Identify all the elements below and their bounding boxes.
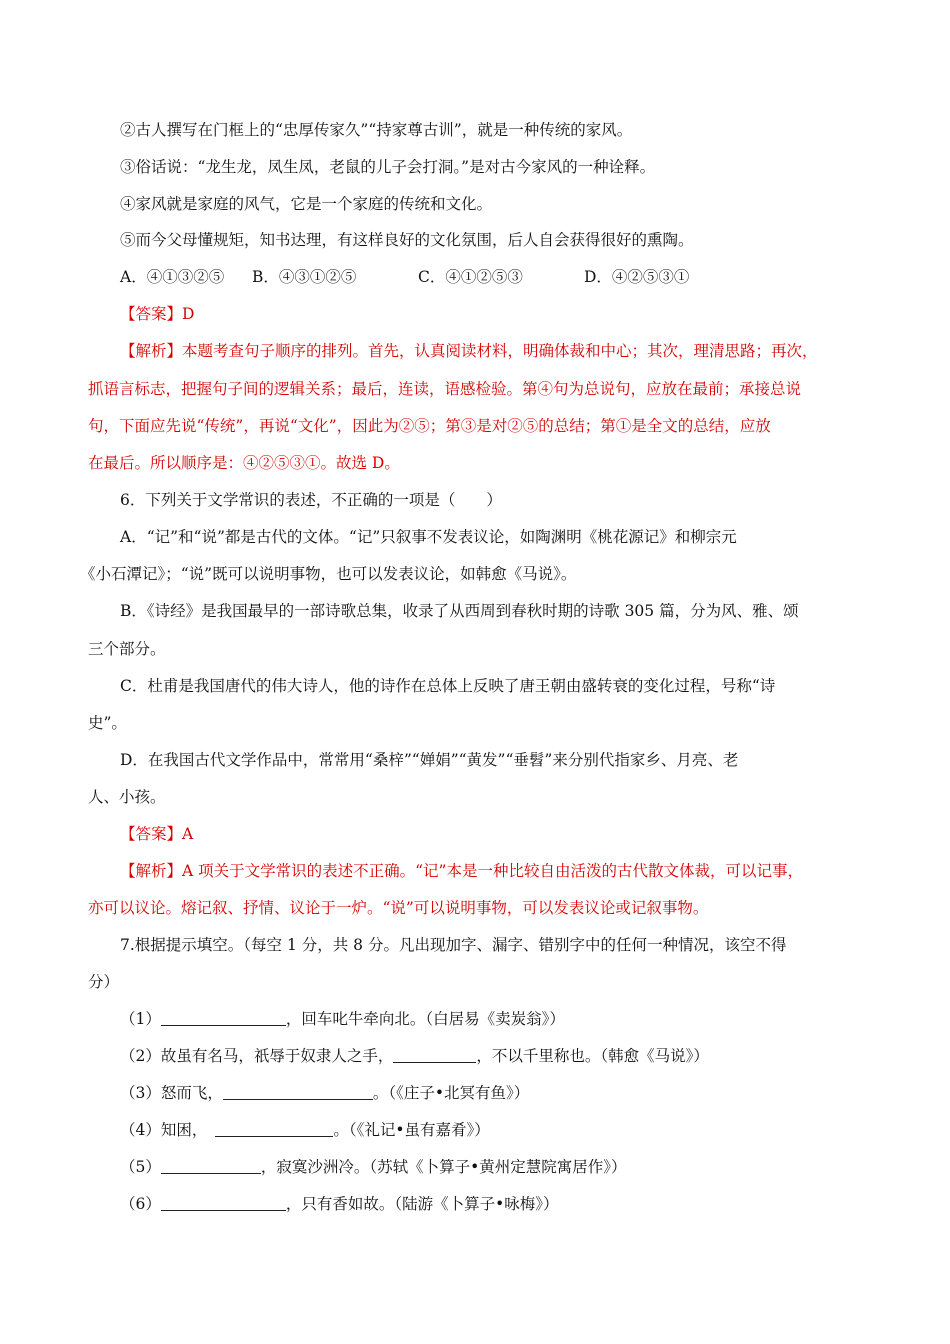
q7-stem-line-1: 7.根据提示填空。（每空 1 分，共 8 分。凡出现加字、漏字、错别字中的任何一种情况，该空不得 [120, 936, 787, 954]
q7-item-2 [120, 1047, 709, 1066]
q5-sentence-2: ②古人撰写在门框上的“忠厚传家久”“持家尊古训”，就是一种传统的家风。 [120, 121, 633, 139]
q6-option-d-line-2: 人、小孩。 [88, 788, 166, 806]
q7-item-number: （1） [120, 1010, 161, 1028]
q5-answer-value: D [182, 305, 195, 323]
q5-analysis-text-1: 本题考查句子顺序的排列。首先，认真阅读材料，明确体裁和中心；其次，理清思路；再次， [182, 342, 818, 360]
q7-item-text: ，回车叱牛牵向北。（白居易《卖炭翁》） [285, 1010, 565, 1028]
q7-stem-line-2: 分） [88, 973, 120, 991]
fill-blank-1[interactable] [161, 1010, 286, 1026]
q7-item-text: ，不以千里称也。（韩愈《马说》） [476, 1047, 709, 1065]
q7-item-number: （3） [120, 1084, 161, 1102]
fill-blank-4[interactable] [215, 1121, 333, 1137]
q5-analysis-line-4: 在最后。所以顺序是：④②⑤③①。故选 D。 [88, 454, 400, 472]
q7-item-1 [120, 1010, 565, 1029]
fill-blank-2[interactable] [393, 1047, 476, 1063]
q6-option-a-line-1: A．“记”和“说”都是古代的文体。“记”只叙事不发表议论，如陶渊明《桃花源记》和柳宗元 [120, 528, 737, 546]
q6-option-c-line-2: 史”。 [88, 714, 127, 732]
q6-answer-tag: 【答案】 [120, 825, 183, 843]
q5-sentence-3: ③俗话说：“龙生龙，凤生凤，老鼠的儿子会打洞。”是对古今家风的一种诠释。 [120, 158, 656, 176]
q7-item-number: （6） [120, 1195, 161, 1213]
q6-analysis-line-2: 亦可以议论。熔记叙、抒情、议论于一炉。“说”可以说明事物，可以发表议论或记叙事物。 [88, 899, 709, 917]
q7-item-pre: 故虽有名马，祇辱于奴隶人之手， [160, 1047, 394, 1065]
q5-option-b: B．④③①②⑤ [252, 268, 357, 286]
q6-answer-value: A [182, 825, 194, 843]
q6-stem: 6．下列关于文学常识的表述，不正确的一项是（ ） [120, 491, 502, 509]
q6-option-b-line-1: B．《诗经》是我国最早的一部诗歌总集，收录了从西周到春秋时期的诗歌 305 篇，分为风、雅、颂 [120, 602, 799, 620]
q7-item-4 [120, 1121, 490, 1140]
q7-item-6 [120, 1195, 559, 1214]
q7-item-text: ，只有香如故。（陆游《卜算子•咏梅》） [285, 1195, 559, 1213]
q6-analysis-text-1: A 项关于文学常识的表述不正确。“记”本是一种比较自由活泼的古代散文体裁，可以记事， [182, 862, 803, 880]
q5-analysis-tag: 【解析】 [120, 342, 183, 360]
q5-analysis-line-1 [120, 342, 818, 361]
q6-analysis-line-1 [120, 862, 803, 881]
q7-item-number: （2） [120, 1047, 161, 1065]
fill-blank-5[interactable] [161, 1158, 261, 1174]
q5-option-c: C．④①②⑤③ [418, 268, 523, 286]
q7-item-3 [120, 1084, 529, 1103]
q6-option-a-line-2: 《小石潭记》；“说”既可以说明事物，也可以发表议论，如韩愈《马说》。 [80, 565, 577, 583]
q6-analysis-tag: 【解析】 [120, 862, 183, 880]
q7-item-5 [120, 1158, 627, 1177]
q6-option-b-line-2: 三个部分。 [88, 640, 166, 658]
q6-option-c-line-1: C．杜甫是我国唐代的伟大诗人，他的诗作在总体上反映了唐王朝由盛转衰的变化过程，号称“诗 [120, 677, 776, 695]
q5-answer-tag: 【答案】 [120, 305, 183, 323]
q7-item-pre: 知困， [160, 1121, 208, 1139]
q5-sentence-4: ④家风就是家庭的风气，它是一个家庭的传统和文化。 [120, 195, 493, 213]
q7-item-number: （5） [120, 1158, 161, 1176]
q7-item-text: ，寂寞沙洲冷。（苏轼《卜算子•黄州定慧院寓居作》） [260, 1158, 627, 1176]
q5-analysis-line-3: 句，下面应先说“传统”，再说“文化”，因此为②⑤；第③是对②⑤的总结；第①是全文的总结，应放 [88, 417, 771, 435]
q5-answer [120, 305, 194, 324]
q7-item-number: （4） [120, 1121, 161, 1139]
q7-item-text: 。（《庄子•北冥有鱼》） [372, 1084, 530, 1102]
q6-option-d-line-1: D．在我国古代文学作品中，常常用“桑梓”“婵娟”“黄发”“垂髫”来分别代指家乡、月亮、老 [120, 751, 739, 769]
fill-blank-6[interactable] [161, 1195, 286, 1211]
fill-blank-3[interactable] [223, 1084, 373, 1100]
q5-option-a: A．④①③②⑤ [120, 268, 225, 286]
q7-item-pre: 怒而飞， [160, 1084, 223, 1102]
q7-item-text: 。（《礼记•虽有嘉肴》） [333, 1121, 490, 1139]
q5-analysis-line-2: 抓语言标志，把握句子间的逻辑关系；最后，连读，语感检验。第④句为总说句，应放在最前；承接总说 [88, 380, 802, 398]
q6-answer [120, 825, 193, 844]
q5-sentence-5: ⑤而今父母懂规矩，知书达理，有这样良好的文化氛围，后人自会获得很好的熏陶。 [120, 231, 694, 249]
q5-option-d: D．④②⑤③① [584, 268, 690, 286]
